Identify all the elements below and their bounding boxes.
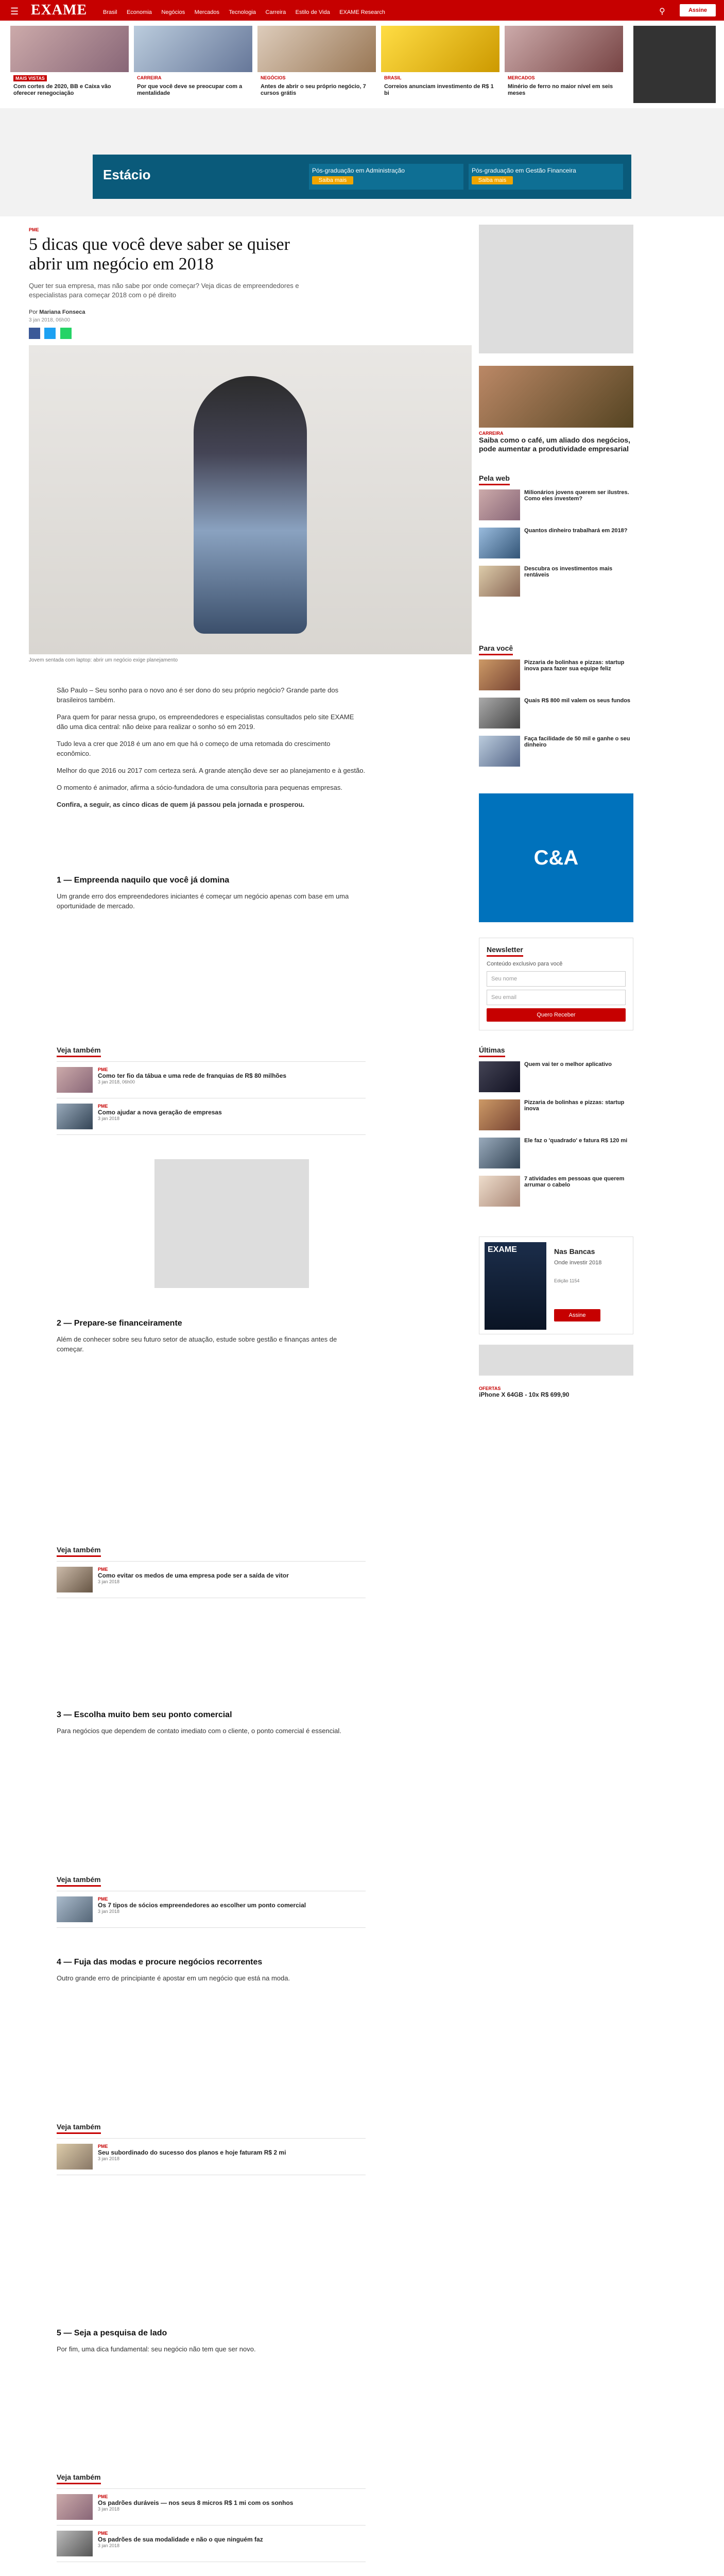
last-title[interactable]: Quem vai ter o melhor aplicativo (524, 1061, 612, 1067)
search-icon[interactable]: ⚲ (659, 7, 665, 16)
article-byline: Por Mariana Fonseca (29, 309, 85, 315)
related-tag: PME (98, 2531, 108, 2536)
banner-left-text: Pós-graduação em Administração (312, 167, 405, 174)
article-date: 3 jan 2018, 06h00 (29, 317, 71, 323)
iphone-tag: OFERTAS (479, 1386, 501, 1391)
related-item[interactable] (57, 1098, 366, 1135)
last-item[interactable] (479, 1138, 633, 1168)
sidebar-news-title[interactable]: Milionários jovens querem ser ilustres. Como eles investem? (524, 489, 629, 502)
nav-item[interactable]: Tecnologia (229, 9, 256, 15)
last-thumb (479, 1138, 520, 1168)
tip-heading: 5 — Seja a pesquisa de lado (57, 2329, 167, 2337)
last-thumb (479, 1099, 520, 1130)
related-title[interactable]: Os padrões duráveis — nos seus 8 micros R$ 1 mi com os sonhos (98, 2499, 294, 2506)
nav-item[interactable]: Economia (126, 9, 152, 15)
story-tag: MAIS VISTAS (13, 75, 47, 81)
featured-image (479, 366, 633, 428)
story-image (10, 26, 129, 72)
related-date: 3 jan 2018 (98, 1116, 120, 1121)
related-thumb (57, 1567, 93, 1592)
see-also-block (57, 1546, 366, 1598)
paragraph: São Paulo – Seu sonho para o novo ano é ser dono do seu próprio negócio? Grande parte dos brasileiros também. (57, 686, 339, 704)
sidebar-foryou-item[interactable] (479, 736, 633, 767)
sidebar-last-title: Últimas (479, 1046, 505, 1057)
sidebar-news-thumb (479, 489, 520, 520)
related-item[interactable] (57, 2526, 366, 2562)
story-title[interactable]: Com cortes de 2020, BB e Caixa vão oferecer renegociação (13, 83, 111, 96)
iphone-title[interactable]: iPhone X 64GB - 10x R$ 699,90 (479, 1391, 570, 1398)
tip-heading: 2 — Prepare-se financeiramente (57, 1319, 182, 1328)
banner-left-cta[interactable]: Saiba mais (312, 176, 353, 184)
story-title[interactable]: Correios anunciam investimento de R$ 1 bi (384, 83, 494, 96)
sidebar-foryou-thumb (479, 698, 520, 728)
last-item[interactable] (479, 1099, 633, 1130)
last-thumb (479, 1176, 520, 1207)
story-title[interactable]: Por que você deve se preocupar com a mentalidade (137, 83, 243, 96)
related-title[interactable]: Como evitar os medos de uma empresa pode ser a saída de vitor (98, 1572, 289, 1579)
nav-item[interactable]: Mercados (194, 9, 219, 15)
sidebar-news-item[interactable] (479, 489, 633, 520)
facebook-icon[interactable] (29, 328, 40, 339)
paragraph: O momento é animador, afirma a sócio-fundadora de uma consultoria para pequenas empresas. (57, 784, 342, 791)
story-card[interactable] (381, 26, 499, 103)
newsletter-submit-button[interactable]: Quero Receber (487, 1008, 626, 1022)
sidebar-last (479, 1046, 505, 1057)
magazine-promo-edition: Edição 1154 (554, 1278, 580, 1283)
related-item[interactable] (57, 1061, 366, 1098)
featured-tag: CARREIRA (479, 431, 504, 436)
related-thumb (57, 2494, 93, 2520)
related-date: 3 jan 2018 (98, 1579, 120, 1584)
banner-right-cta[interactable]: Saiba mais (472, 176, 513, 184)
email-input[interactable]: Seu email (487, 990, 626, 1005)
related-item[interactable] (57, 2138, 366, 2175)
sidebar-ad-strip[interactable] (479, 1345, 633, 1376)
story-image (505, 26, 623, 72)
story-card[interactable] (134, 26, 252, 103)
related-thumb (57, 2531, 93, 2556)
article-body (57, 685, 366, 817)
twitter-icon[interactable] (44, 328, 56, 339)
section-label: PME (29, 227, 39, 232)
story-image (134, 26, 252, 72)
sidebar-ad-top[interactable] (479, 225, 633, 353)
see-also-label: Veja também (57, 2123, 101, 2134)
magazine-promo-cover: EXAME (485, 1242, 546, 1330)
sidebar-pela-web (479, 474, 510, 485)
hero-image (29, 345, 472, 654)
related-thumb (57, 1896, 93, 1922)
name-input[interactable]: Seu nome (487, 971, 626, 987)
top-stories (10, 26, 628, 103)
subscribe-button[interactable]: Assine (680, 4, 716, 16)
paragraph: Melhor do que 2016 ou 2017 com certeza será. A grande atenção deve ser ao planejamento e à gestão. (57, 767, 366, 774)
story-title[interactable]: Minério de ferro no maior nível em seis meses (508, 83, 613, 96)
magazine-promo-label: Nas Bancas (554, 1247, 595, 1256)
last-title[interactable]: 7 atividades em pessoas que querem arrumar o cabelo (524, 1176, 625, 1188)
sidebar-news-item[interactable] (479, 528, 633, 558)
related-tag: PME (98, 1104, 108, 1109)
related-date: 3 jan 2018 (98, 2543, 120, 2548)
related-tag: PME (98, 1896, 108, 1902)
whatsapp-icon[interactable] (60, 328, 72, 339)
related-item[interactable] (57, 1561, 366, 1598)
story-image (381, 26, 499, 72)
related-date: 3 jan 2018 (98, 2506, 120, 2512)
sidebar-foryou (479, 644, 513, 655)
related-tag: PME (98, 2494, 108, 2499)
top-ad[interactable] (633, 26, 716, 103)
iphone-offer[interactable] (479, 1386, 633, 1398)
tip-text: Um grande erro dos empreendedores iniciantes é começar um negócio apenas com base em uma oportunidade de mercado. (57, 892, 349, 910)
article-subtitle: Quer ter sua empresa, mas não sabe por onde começar? Veja dicas de empreendedores e especialistas para começar 2018 com o pé direito (29, 282, 299, 299)
related-date: 3 jan 2018 (98, 1909, 120, 1914)
sidebar-foryou-item[interactable] (479, 659, 633, 690)
related-title[interactable]: Como ajudar a nova geração de empresas (98, 1109, 222, 1116)
tip-text: Por fim, uma dica fundamental: seu negócio não tem que ser novo. (57, 2345, 256, 2353)
see-also-label: Veja também (57, 1046, 101, 1057)
menu-icon[interactable]: ☰ (10, 6, 19, 16)
sidebar-foryou-title: Para você (479, 644, 513, 655)
person-figure (194, 376, 307, 634)
last-title[interactable]: Ele faz o 'quadrado' e fatura R$ 120 mi (524, 1138, 628, 1144)
main-nav (103, 7, 566, 16)
sidebar-pela-web-title: Pela web (479, 474, 510, 485)
nav-item[interactable]: Estilo de Vida (295, 9, 330, 15)
story-card[interactable] (505, 26, 623, 103)
see-also-block (57, 2473, 366, 2562)
related-title[interactable]: Seu subordinado do sucesso dos planos e hoje faturam R$ 2 mi (98, 2149, 286, 2156)
sidebar-last-list (479, 1061, 633, 1214)
related-date: 3 jan 2018, 06h00 (98, 1079, 135, 1084)
story-title[interactable]: Antes de abrir o seu próprio negócio, 7 cursos grátis (261, 83, 366, 96)
banner-brand: Estácio (103, 167, 151, 182)
paragraph: Confira, a seguir, as cinco dicas de quem já passou pela jornada e prosperou. (57, 801, 305, 808)
tip-heading: 1 — Empreenda naquilo que você já domina (57, 876, 230, 885)
sidebar-news-title[interactable]: Descubra os investimentos mais rentáveis (524, 566, 613, 578)
story-card[interactable] (257, 26, 376, 103)
related-thumb (57, 1104, 93, 1129)
see-also-block (57, 1046, 366, 1135)
nav-item[interactable]: EXAME Research (339, 9, 385, 15)
newsletter-box (479, 938, 633, 1030)
banner-right-offer[interactable] (469, 164, 623, 190)
last-item[interactable] (479, 1061, 633, 1092)
brand-ad[interactable]: C&A (479, 793, 633, 922)
last-title[interactable]: Pizzaria de bolinhas e pizzas: startup inova (524, 1099, 625, 1112)
featured-title[interactable]: Saiba como o café, um aliado dos negócios, pode aumentar a produtividade empresarial (479, 436, 631, 453)
story-image (257, 26, 376, 72)
tip-heading: 3 — Escolha muito bem seu ponto comercial (57, 1710, 232, 1719)
banner-right-text: Pós-graduação em Gestão Financeira (472, 167, 576, 174)
sidebar-news-title[interactable]: Quantos dinheiro trabalhará em 2018? (524, 528, 628, 534)
sidebar-news-thumb (479, 566, 520, 597)
inline-ad[interactable] (154, 1159, 309, 1288)
paragraph: Para quem for parar nessa grupo, os empreendedores e especialistas consultados pelo site EXAME dão uma dica central: não deixe para realizar o sonho só em 2019. (57, 713, 354, 731)
last-thumb (479, 1061, 520, 1092)
related-thumb (57, 2144, 93, 2170)
related-item[interactable] (57, 2488, 366, 2526)
sidebar-featured[interactable] (479, 366, 633, 453)
sidebar-foryou-thumb (479, 736, 520, 767)
tip-text: Além de conhecer sobre seu futuro setor de atuação, estude sobre gestão e finanças antes de começar. (57, 1335, 337, 1353)
see-also-label: Veja também (57, 2473, 101, 2484)
sidebar-foryou-title[interactable]: Quais R$ 800 mil valem os seus fundos (524, 698, 631, 704)
sidebar-news-list (479, 489, 633, 604)
sidebar (479, 216, 705, 2576)
nav-item[interactable]: Brasil (103, 9, 117, 15)
newsletter-desc: Conteúdo exclusivo para você (487, 961, 563, 967)
share-bar (29, 328, 317, 342)
site-logo[interactable]: EXAME (31, 2, 88, 18)
see-also-block (57, 1875, 366, 1928)
related-item[interactable] (57, 1891, 366, 1928)
sidebar-foryou-thumb (479, 659, 520, 690)
related-title[interactable]: Como ter fio da tábua e uma rede de franquias de R$ 80 milhões (98, 1072, 287, 1079)
magazine-promo[interactable] (479, 1236, 633, 1334)
related-tag: PME (98, 1067, 108, 1072)
related-tag: PME (98, 2144, 108, 2149)
nav-item[interactable]: Carreira (265, 9, 286, 15)
image-caption: Jovem sentada com laptop: abrir um negócio exige planejamento (29, 657, 178, 663)
tip-heading: 4 — Fuja das modas e procure negócios recorrentes (57, 1958, 263, 1967)
estacio-banner[interactable] (93, 155, 631, 199)
author-name[interactable]: Mariana Fonseca (39, 309, 85, 315)
sidebar-foryou-list (479, 659, 633, 774)
story-tag: CARREIRA (137, 75, 162, 80)
related-tag: PME (98, 1567, 108, 1572)
top-stories-strip (0, 21, 724, 108)
top-navbar (0, 0, 724, 21)
last-item[interactable] (479, 1176, 633, 1207)
banner-left-offer[interactable] (309, 164, 463, 190)
nav-item[interactable]: Negócios (161, 9, 185, 15)
newsletter-title: Newsletter (487, 945, 523, 957)
story-tag: MERCADOS (508, 75, 535, 80)
sidebar-foryou-title[interactable]: Pizzaria de bolinhas e pizzas: startup inova para fazer sua equipe feliz (524, 659, 625, 672)
magazine-promo-desc: Onde investir 2018 (554, 1260, 602, 1266)
sidebar-news-item[interactable] (479, 566, 633, 597)
see-also-block (57, 2123, 366, 2175)
related-thumb (57, 1067, 93, 1093)
related-title[interactable]: Os 7 tipos de sócios empreendedores ao escolher um ponto comercial (98, 1902, 306, 1909)
tip-text: Para negócios que dependem de contato imediato com o cliente, o ponto comercial é essencial. (57, 1727, 341, 1735)
sidebar-news-thumb (479, 528, 520, 558)
related-date: 3 jan 2018 (98, 2156, 120, 2161)
article-title: 5 dicas que você deve saber se quiser abrir um negócio em 2018 (29, 235, 290, 274)
tip-text: Outro grande erro de principiante é apostar em um negócio que está na moda. (57, 1974, 290, 1982)
article-section[interactable] (29, 225, 39, 234)
paragraph: Tudo leva a crer que 2018 é um ano em que há o começo de uma retomada do crescimento econômico. (57, 740, 331, 757)
magazine-promo-button[interactable]: Assine (554, 1309, 600, 1321)
sidebar-foryou-title[interactable]: Faça facilidade de 50 mil e ganhe o seu dinheiro (524, 736, 630, 748)
story-tag: NEGÓCIOS (261, 75, 286, 80)
story-card[interactable] (10, 26, 129, 103)
see-also-label: Veja também (57, 1875, 101, 1887)
sidebar-foryou-item[interactable] (479, 698, 633, 728)
see-also-label: Veja também (57, 1546, 101, 1557)
related-title[interactable]: Os padrões de sua modalidade e não o que ninguém faz (98, 2536, 263, 2543)
story-tag: BRASIL (384, 75, 402, 80)
